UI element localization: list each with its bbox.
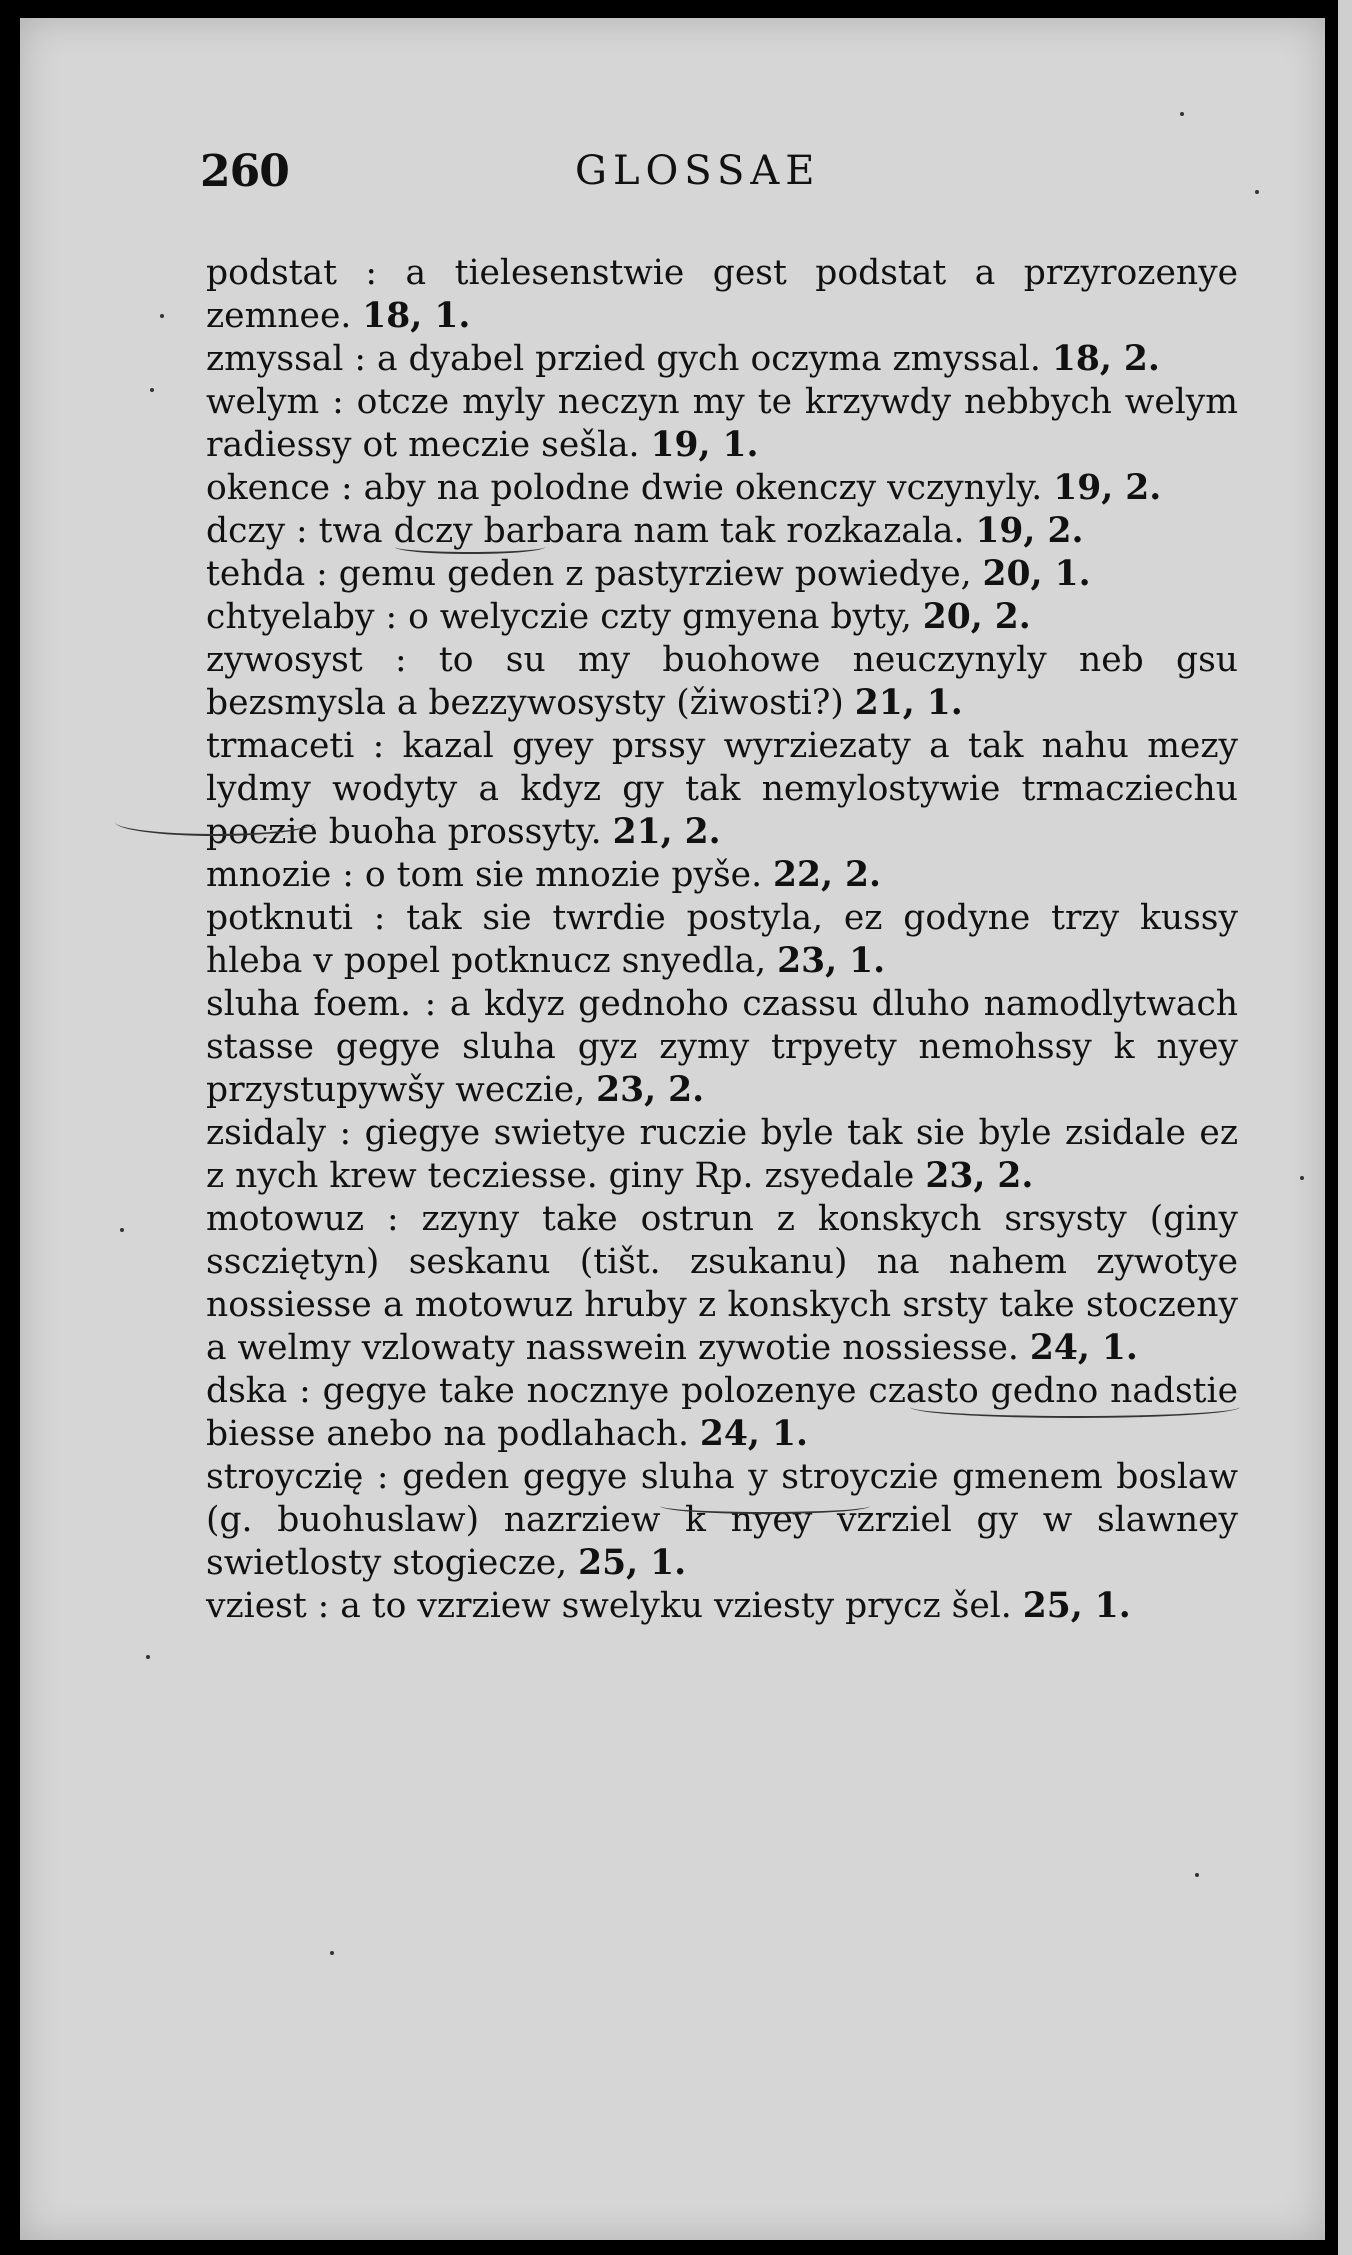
pencil-underline [910,1396,1240,1418]
entry-text: o tom sie mnozie pyše. [364,855,763,895]
entry-headword: tehda [206,554,306,594]
entry-reference: 25, 1. [1022,1586,1131,1626]
glossary-entry: dska : gegye take nocznye polozenye czasto gedno nadstie biesse anebo na podlahach. 24, 1. [206,1371,1238,1454]
glossary-entry: motowuz : zzyny take ostrun z konskych srsysty (giny sscziętyn) seskanu (tišt. zsukanu) na nahem zywotye nossiesse a motowuz hruby z konskych srsty take stoczeny a welmy vzlowaty nasswein zywotie nossiesse. 24, 1. [206,1199,1238,1368]
paper-speck [1195,1873,1199,1877]
entry-reference: 19, 2. [975,511,1084,551]
glossary-entry: mnozie : o tom sie mnozie pyše. 22, 2. [206,855,882,895]
glossary-entry: zywosyst : to su my buohowe neuczynyly neb gsu bezsmysla a bezzywosysty (žiwosti?) 21, 1. [206,640,1238,723]
running-title: GLOSSAE [575,148,821,194]
entry-reference: 18, 1. [362,296,471,336]
entry-headword: motowuz [206,1199,365,1239]
entry-headword: zsidaly [206,1113,327,1153]
entry-text: to su my buohowe neuczynyly neb gsu bezsmysla a bezzywosysty (žiwosti?) [206,640,1238,723]
entry-reference: 21, 1. [854,683,963,723]
entry-reference: 23, 1. [777,941,886,981]
paper-speck [330,1951,334,1955]
entry-headword: zmyssal [206,339,344,379]
paper-speck [160,314,164,318]
entry-reference: 24, 1. [1029,1328,1138,1368]
paper-speck [150,388,154,392]
entry-reference: 25, 1. [578,1543,687,1583]
pencil-underline [115,808,315,836]
paper-speck [1180,112,1184,116]
entry-text: gemu geden z pastyrziew powiedye, [338,554,972,594]
entry-reference: 23, 2. [925,1156,1034,1196]
glossary-entry: okence : aby na polodne dwie okenczy vczynyly. 19, 2. [206,468,1162,508]
entry-reference: 18, 2. [1051,339,1160,379]
entry-reference: 19, 2. [1053,468,1162,508]
entry-text: twa dczy barbara nam tak rozkazala. [318,511,965,551]
entry-headword: dczy [206,511,286,551]
entry-text: geden gegye sluha y stroyczie gmenem boslaw (g. buohuslaw) nazrziew k nyey vzrziel gy w slawney swietlosty stogiecze, [206,1457,1238,1583]
glossary-entry: chtyelaby : o welyczie czty gmyena byty, 20, 2. [206,597,1031,637]
entry-reference: 23, 2. [596,1070,705,1110]
glossary-entry: trmaceti : kazal gyey prssy wyrziezaty a tak nahu mezy lydmy wodyty a kdyz gy tak nemylostywie trmacziechu poczie buoha prossyty. 21, 2. [206,726,1238,852]
paper-speck [146,1655,150,1659]
entry-text: zzyny take ostrun z konskych srsysty (giny sscziętyn) seskanu (tišt. zsukanu) na nahem zywotye nossiesse a motowuz hruby z konskych srsty take stoczeny a welmy vzlowaty nasswein zywotie nossiesse. [206,1199,1238,1368]
entry-headword: podstat [206,253,337,293]
entry-text: aby na polodne dwie okenczy vczynyly. [363,468,1043,508]
glossary-entry: welym : otcze myly neczyn my te krzywdy nebbych welym radiessy ot meczie sešla. 19, 1. [206,382,1238,465]
entry-headword: vziest [206,1586,307,1626]
page-header [20,146,1325,206]
glossary-entry: podstat : a tielesenstwie gest podstat a przyrozenye zemnee. 18, 1. [206,253,1238,336]
pencil-underline [395,540,545,554]
entry-headword: chtyelaby [206,597,375,637]
page-number: 260 [200,146,289,197]
glossary-entries [206,252,1238,1628]
entry-headword: welym [206,382,320,422]
entry-text: giegye swietye ruczie byle tak sie byle zsidale ez z nych krew tecziesse. giny Rp. zsyedale [206,1113,1239,1196]
entry-reference: 20, 1. [982,554,1091,594]
entry-text: gegye take nocznye polozenye czasto gedno nadstie biesse anebo na podlahach. [206,1371,1238,1454]
glossary-entry: potknuti : tak sie twrdie postyla, ez godyne trzy kussy hleba v popel potknucz snyedla, 23, 1. [206,898,1238,981]
entry-text: a kdyz gednoho czassu dluho namodlytwach stasse gegye sluha gyz zymy trpyety nemohssy k nyey przystupywšy weczie, [206,984,1238,1110]
entry-headword: sluha foem. [206,984,411,1024]
entry-reference: 24, 1. [699,1414,808,1454]
glossary-entry: zmyssal : a dyabel przied gych oczyma zmyssal. 18, 2. [206,339,1160,379]
entry-headword: okence [206,468,331,508]
entry-reference: 19, 1. [650,425,759,465]
entry-text: a tielesenstwie gest podstat a przyrozenye zemnee. [206,253,1238,336]
glossary-entry: tehda : gemu geden z pastyrziew powiedye, 20, 1. [206,554,1091,594]
entry-headword: potknuti [206,898,353,938]
entry-headword: mnozie [206,855,332,895]
entry-text: a dyabel przied gych oczyma zmyssal. [376,339,1041,379]
entry-text: otcze myly neczyn my te krzywdy nebbych welym radiessy ot meczie sešla. [206,382,1238,465]
paper-speck [120,1228,124,1232]
adjacent-page-edge [1338,0,1352,2255]
glossary-entry: dczy : twa dczy barbara nam tak rozkazala. 19, 2. [206,511,1084,551]
entry-reference: 20, 2. [922,597,1031,637]
glossary-entry: sluha foem. : a kdyz gednoho czassu dluho namodlytwach stasse gegye sluha gyz zymy trpyety nemohssy k nyey przystupywšy weczie, 23, 2. [206,984,1238,1110]
paper-speck [1300,1176,1304,1180]
entry-reference: 22, 2. [773,855,882,895]
entry-headword: trmaceti [206,726,355,766]
entry-reference: 21, 2. [612,812,721,852]
entry-text: a to vzrziew swelyku vziesty prycz šel. [340,1586,1012,1626]
entry-text: kazal gyey prssy wyrziezaty a tak nahu mezy lydmy wodyty a kdyz gy tak nemylostywie trmacziechu poczie buoha prossyty. [206,726,1238,852]
paper-speck [1255,190,1259,194]
book-page [20,18,1325,2240]
entry-headword: zywosyst [206,640,363,680]
glossary-entry: zsidaly : giegye swietye ruczie byle tak sie byle zsidale ez z nych krew tecziesse. giny Rp. zsyedale 23, 2. [206,1113,1239,1196]
entry-headword: stroyczię [206,1457,364,1497]
entry-headword: dska [206,1371,288,1411]
glossary-entry: vziest : a to vzrziew swelyku vziesty prycz šel. 25, 1. [206,1586,1131,1626]
glossary-entry: stroyczię : geden gegye sluha y stroyczie gmenem boslaw (g. buohuslaw) nazrziew k nyey vzrziel gy w slawney swietlosty stogiecze, 25, 1. [206,1457,1238,1583]
entry-text: tak sie twrdie postyla, ez godyne trzy kussy hleba v popel potknucz snyedla, [206,898,1238,981]
entry-text: o welyczie czty gmyena byty, [408,597,912,637]
pencil-underline [660,1498,870,1514]
